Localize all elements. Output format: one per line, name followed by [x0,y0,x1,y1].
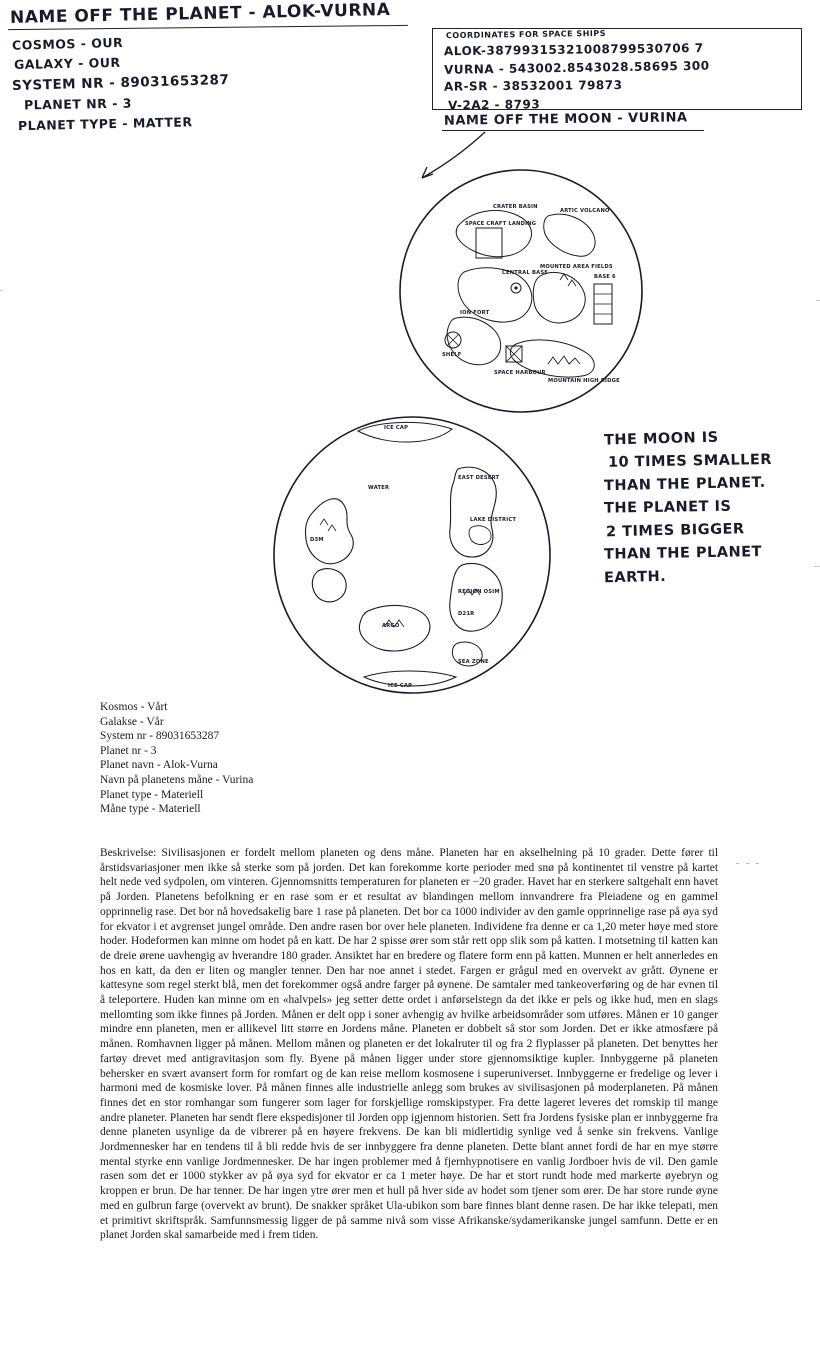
handwritten-planet-title: NAME OFF THE PLANET - ALOK-VURNA [9,0,391,28]
meta-system-nr: System nr - 89031653287 [100,730,220,743]
moon-label-ion-fort: ION FORT [460,310,490,316]
planet-label-d3m: D3M [310,537,324,543]
scan-artifact-left [0,290,3,291]
hw-planet-type-line: PLANET TYPE - MATTER [17,114,193,134]
meta-planet-type: Planet type - Materiell [100,788,204,801]
margin-marks: - - - [736,858,761,869]
planet-label-east-desert: EAST DESERT [458,475,500,481]
planet-label-ice-cap-north: ICE CAP [384,425,409,431]
hw-galaxy-line: GALAXY - OUR [13,54,121,73]
coordinate-line-arsr: AR-SR - 38532001 79873 [443,78,623,94]
moon-map-drawing [398,168,644,414]
hw-cosmos-line: COSMOS - OUR [11,34,124,53]
moon-label-base-6: BASE 6 [594,274,616,280]
note-line-7: EARTH. [603,568,667,587]
planet-label-lake-district: LAKE DISTRICT [470,517,517,523]
coordinate-line-vurna: VURNA - 543002.8543028.58695 300 [443,58,710,77]
note-line-4: THE PLANET IS [603,498,732,517]
planet-label-ice-cap-south: ICE CAP [388,683,413,689]
meta-kosmos: Kosmos - Vårt [100,701,168,713]
hw-planet-nr-line: PLANET NR - 3 [23,95,132,113]
note-line-1: THE MOON IS [603,429,719,449]
note-line-2: 10 TIMES SMALLER [607,451,773,471]
moon-label-space-harbour: SPACE HARBOUR [494,370,546,376]
handwritten-size-note [604,430,814,591]
planet-metadata-list [100,700,500,817]
moon-label-mounted-area-fields: MOUNTED AREA FIELDS [540,264,613,270]
planet-label-region-osim: REGION OSIM [458,589,500,595]
planet-label-argo: ARGO [382,623,400,629]
coordinate-line-alok: ALOK-38799315321008799530706 7 [443,41,704,59]
planet-label-d21r: D21R [458,611,475,617]
moon-label-central-base: CENTRAL BASE [502,270,548,276]
scan-artifact-right-2 [814,566,820,567]
planet-description-text: Beskrivelse: Sivilisasjonen er fordelt mellom planeten og dens måne. Planeten har en akselhelning på 10 grader. Dette fører til årstidsvariasjoner men ikke så sterke som på jorden. Det kan forekomme korte perioder med snø på kontinentet til venstre på kartet helt nede ved sydpolen, om vinteren. Gjennomsnitts temperaturen for planeten er −20 grader. Havet har en sterkere saltgehalt enn havet på Jorden. Planetens befolkning er en rase som er et resultat av blandingen mellom innvandrere fra Pleiadene og en gammel opprinnelig rase. Det bor nå hovedsakelig bare 1 rase på planeten. Det bor ca 1000 individer av den gamle opprinnelige rase på øya syd for ekvator i et avgrenset jungel område. Den andre rasen bor over hele planeten. Individene fra denne er ca 1,20 meter høye med store hoder. Hodeformen kan minne om hodet på en katt. De har 2 spisse ører som står rett opp slik som på katten. I motsetning til katten kan de dreie ørene uavhengig av hverandre 180 grader. Ansiktet har en bredere og flatere form enn på katten. Munnen er helt annerledes en hos en katt, da den er liten og mangler tenner. Den har noe annet i stedet. Fargen er grågul med en overvekt av grått. Øynene er kattesyne som regel sterkt blå, men det forekommer også andre farger på øynene. De samtaler med tankeoverføring og de har evnen til å teleportere. Huden kan minne om en «halvpels» jeg setter dette ordet i anførselstegn da det ikke er pels og ikke hud, men en slags mellomting som ikke finnes på Jorden. Månen er delt opp i soner avhengig av hvilke arbeidsområder som utføres. Månen er 10 ganger mindre enn planeten, men er allikevel litt større en Jordens måne. Planeten er dobbelt så stor som Jorden. Det er ikke atmosfære på månen. Romhavnen ligger på månen. Mellom månen og planeten er det lokalruter til og fra 2 flyplasser på planeten. Det benyttes her fartøy drevet med antigravitasjon som fly. Byene på månen ligger under store gjennomsiktige kupler. Innbyggerne på planeten behersker en svært avansert form for romfart og de kan reise mellom kosmosene i superuniverset. Innbyggerne er fredelige og lever i harmoni med de kosmiske lover. På månen finnes alle industrielle anlegg som brukes av sivilisasjonen på moderplaneten. På månen finnes det en stor romhangar som fungerer som lager for forskjellige romskipstyper. Fra dette lageret leveres det romskip til mange andre planeter. Planeten har sendt flere ekspedisjoner til Jorden opp igjennom historien. Sett fra Jordens fysiske plan er innbyggerne fra denne planeten usynlige da de vibrerer på en høyere frekvens. De kan bli midlertidig synlige ved å senke sin frekvens. Vanlige Jordmennesker har en tendens til å bli redde hvis de ser innbyggere fra denne planeten. Dette blant annet fordi de har en mye større mental styrke enn vanlige Jordmennesker. De har ingen problemer med å fjernhypnotisere en vanlig Jordboer hvis de vil. Den gamle rasen som det er 1000 stykker av på øya syd for ekvator er ca 1 meter høye. De har et stort rundt hode med markerte øyebryn og kroppen er brun. De har tenner. De har ingen ytre ører men et hull på hver side av hodet som tjener som ører. De har store runde øyne med en gulbrun farge (overvekt av brunt). De snakker språket Ula-ubikon som bare finnes blant denne rasen. De har ikke telepati, men et primitivt skriftspråk. Samfunnsmessig ligger de på samme nivå som visse Afrikanske/sydamerikanske jungel samfunn. Dette er en planet Jorden skal samarbeide med i frem tiden. [100,847,718,1242]
planet-label-water: WATER [368,485,390,491]
hw-system-line: SYSTEM NR - 89031653287 [11,71,230,95]
meta-planet-navn: Planet navn - Alok-Vurna [100,759,218,772]
meta-mane-navn: Navn på planetens måne - Vurina [100,773,254,786]
moon-label-crater-basin: CRATER BASIN [493,204,538,210]
moon-label-shelf: SHELF [442,352,462,358]
planet-map-drawing [272,415,552,695]
coordinates-box-label: COORDINATES FOR SPACE SHIPS [445,28,607,41]
coordinates-list [444,42,804,114]
handwritten-moon-title: NAME OFF THE MOON - VURINA [443,110,688,129]
handwritten-left-block [12,34,302,135]
meta-mane-type: Måne type - Materiell [100,803,201,816]
meta-planet-nr: Planet nr - 3 [100,744,157,757]
moon-label-space-craft-landing: SPACE CRAFT LANDING [465,221,537,227]
moon-label-mountain-high-ridge: MOUNTAIN HIGH RIDGE [548,378,620,384]
note-line-6: THAN THE PLANET [603,544,763,563]
note-line-3: THAN THE PLANET. [603,474,766,495]
meta-galakse: Galakse - Vår [100,715,164,728]
coordinate-line-v2a2: V-2A2 - 8793 [447,97,541,113]
moon-label-artic-volcano: ARTIC VOLCANO [560,208,610,214]
planet-label-sea-zone: SEA ZONE [458,659,489,665]
scan-artifact-right [816,300,820,301]
note-line-5: 2 TIMES BIGGER [605,521,745,541]
